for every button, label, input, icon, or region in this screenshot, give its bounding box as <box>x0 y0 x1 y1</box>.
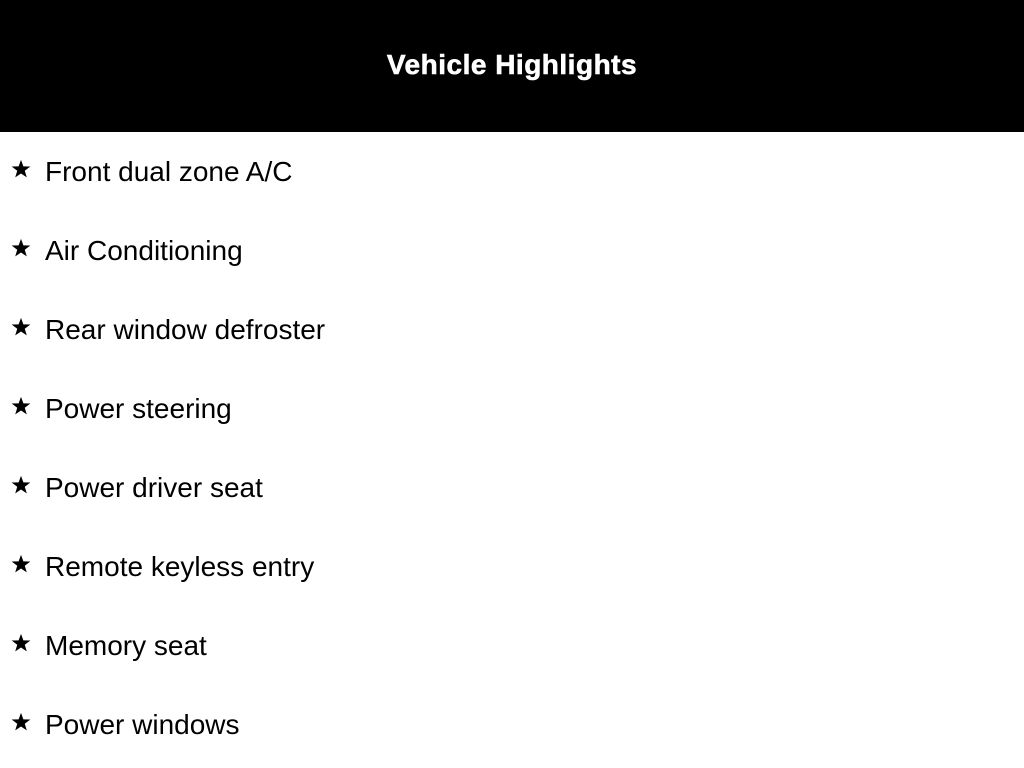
star-icon <box>10 632 32 654</box>
highlight-label: Power windows <box>45 709 240 740</box>
star-icon <box>10 395 32 417</box>
highlight-label: Remote keyless entry <box>45 551 315 582</box>
highlight-label: Power steering <box>45 393 232 424</box>
star-icon <box>10 711 32 733</box>
list-item <box>0 152 1024 192</box>
list-item <box>0 231 1024 271</box>
header-bar <box>0 0 1024 132</box>
highlight-label: Front dual zone A/C <box>45 156 293 187</box>
list-item <box>0 310 1024 350</box>
highlight-label: Air Conditioning <box>45 235 243 266</box>
highlight-label: Memory seat <box>45 630 207 661</box>
list-item <box>0 468 1024 508</box>
list-item <box>0 626 1024 666</box>
list-item <box>0 705 1024 745</box>
star-icon <box>10 316 32 338</box>
highlight-label: Rear window defroster <box>45 314 326 345</box>
list-item <box>0 389 1024 429</box>
list-item <box>0 547 1024 587</box>
star-icon <box>10 474 32 496</box>
highlight-label: Power driver seat <box>45 472 263 503</box>
page-title: Vehicle Highlights <box>386 49 638 80</box>
star-icon <box>10 553 32 575</box>
star-icon <box>10 237 32 259</box>
star-icon <box>10 158 32 180</box>
